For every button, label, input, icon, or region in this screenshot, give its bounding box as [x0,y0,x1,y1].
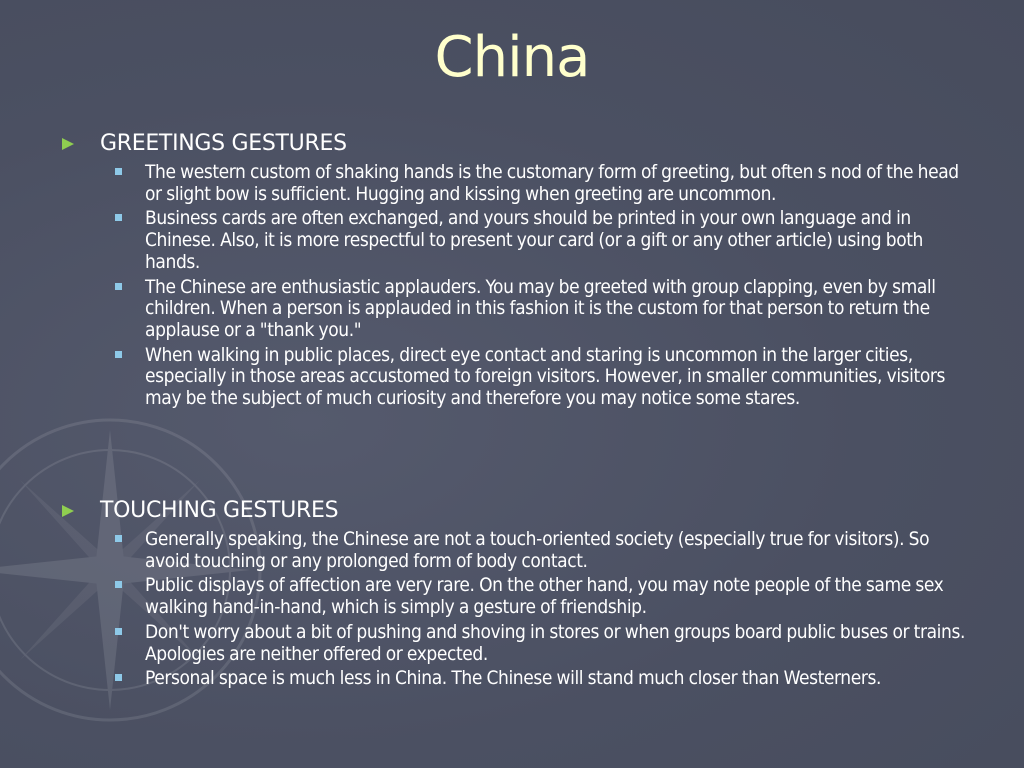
square-bullet-icon [115,283,122,290]
triangle-bullet-icon [62,138,74,150]
list-item-text: Generally speaking, the Chinese are not a touch-oriented society (especially true for visitors). So avoid touching or any prolonged form of body contact. [145,528,930,572]
square-bullet-icon [115,674,122,681]
list-item-text: The western custom of shaking hands is the customary form of greeting, but often s nod of the head or slight bow is sufficient. Hugging and kissing when greeting are uncommon. [145,161,959,205]
list-item-text: Public displays of affection are very rare. On the other hand, you may note people of the same sex walking hand-in-hand, which is simply a gesture of friendship. [145,574,944,619]
list-item-text: The Chinese are enthusiastic applauders. You may be greeted with group clapping, even by small children. When a person is applauded in this fashion it is the custom for that person to return the applause or a "thank you." [145,275,936,341]
square-bullet-icon [115,581,122,588]
section-heading-text: TOUCHING GESTURES [100,498,339,523]
list-item [62,529,972,572]
bullet-list [62,162,972,410]
list-item-text: When walking in public places, direct eye contact and staring is uncommon in the larger cities, especially in those areas accustomed to foreign visitors. However, in smaller communities, visitors may be the subject of much curiosity and therefore you may notice some stares. [145,343,946,410]
list-item [62,345,972,410]
list-item [62,208,972,273]
list-item-text: Business cards are often exchanged, and yours should be printed in your own language and in Chinese. Also, it is more respectful to present your card (or a gift or any other article) using both hands. [145,207,923,273]
list-item [62,277,972,342]
square-bullet-icon [115,214,122,221]
section-greetings [62,130,972,413]
list-item [62,622,972,665]
list-item [62,162,972,205]
list-item [62,668,972,690]
bullet-list [62,529,972,690]
section-touching [62,497,972,693]
slide-title: China [434,25,590,90]
triangle-bullet-icon [62,505,74,517]
section-heading [62,130,972,158]
list-item-text: Don't worry about a bit of pushing and shoving in stores or when groups board public buses or trains. Apologies are neither offered or expected. [145,620,965,665]
square-bullet-icon [115,351,122,358]
list-item [62,575,972,618]
square-bullet-icon [115,535,122,542]
list-item-text: Personal space is much less in China. The Chinese will stand much closer than Westerners. [145,667,882,690]
section-heading-text: GREETINGS GESTURES [100,131,347,156]
section-heading [62,497,972,525]
square-bullet-icon [115,168,122,175]
square-bullet-icon [115,628,122,635]
